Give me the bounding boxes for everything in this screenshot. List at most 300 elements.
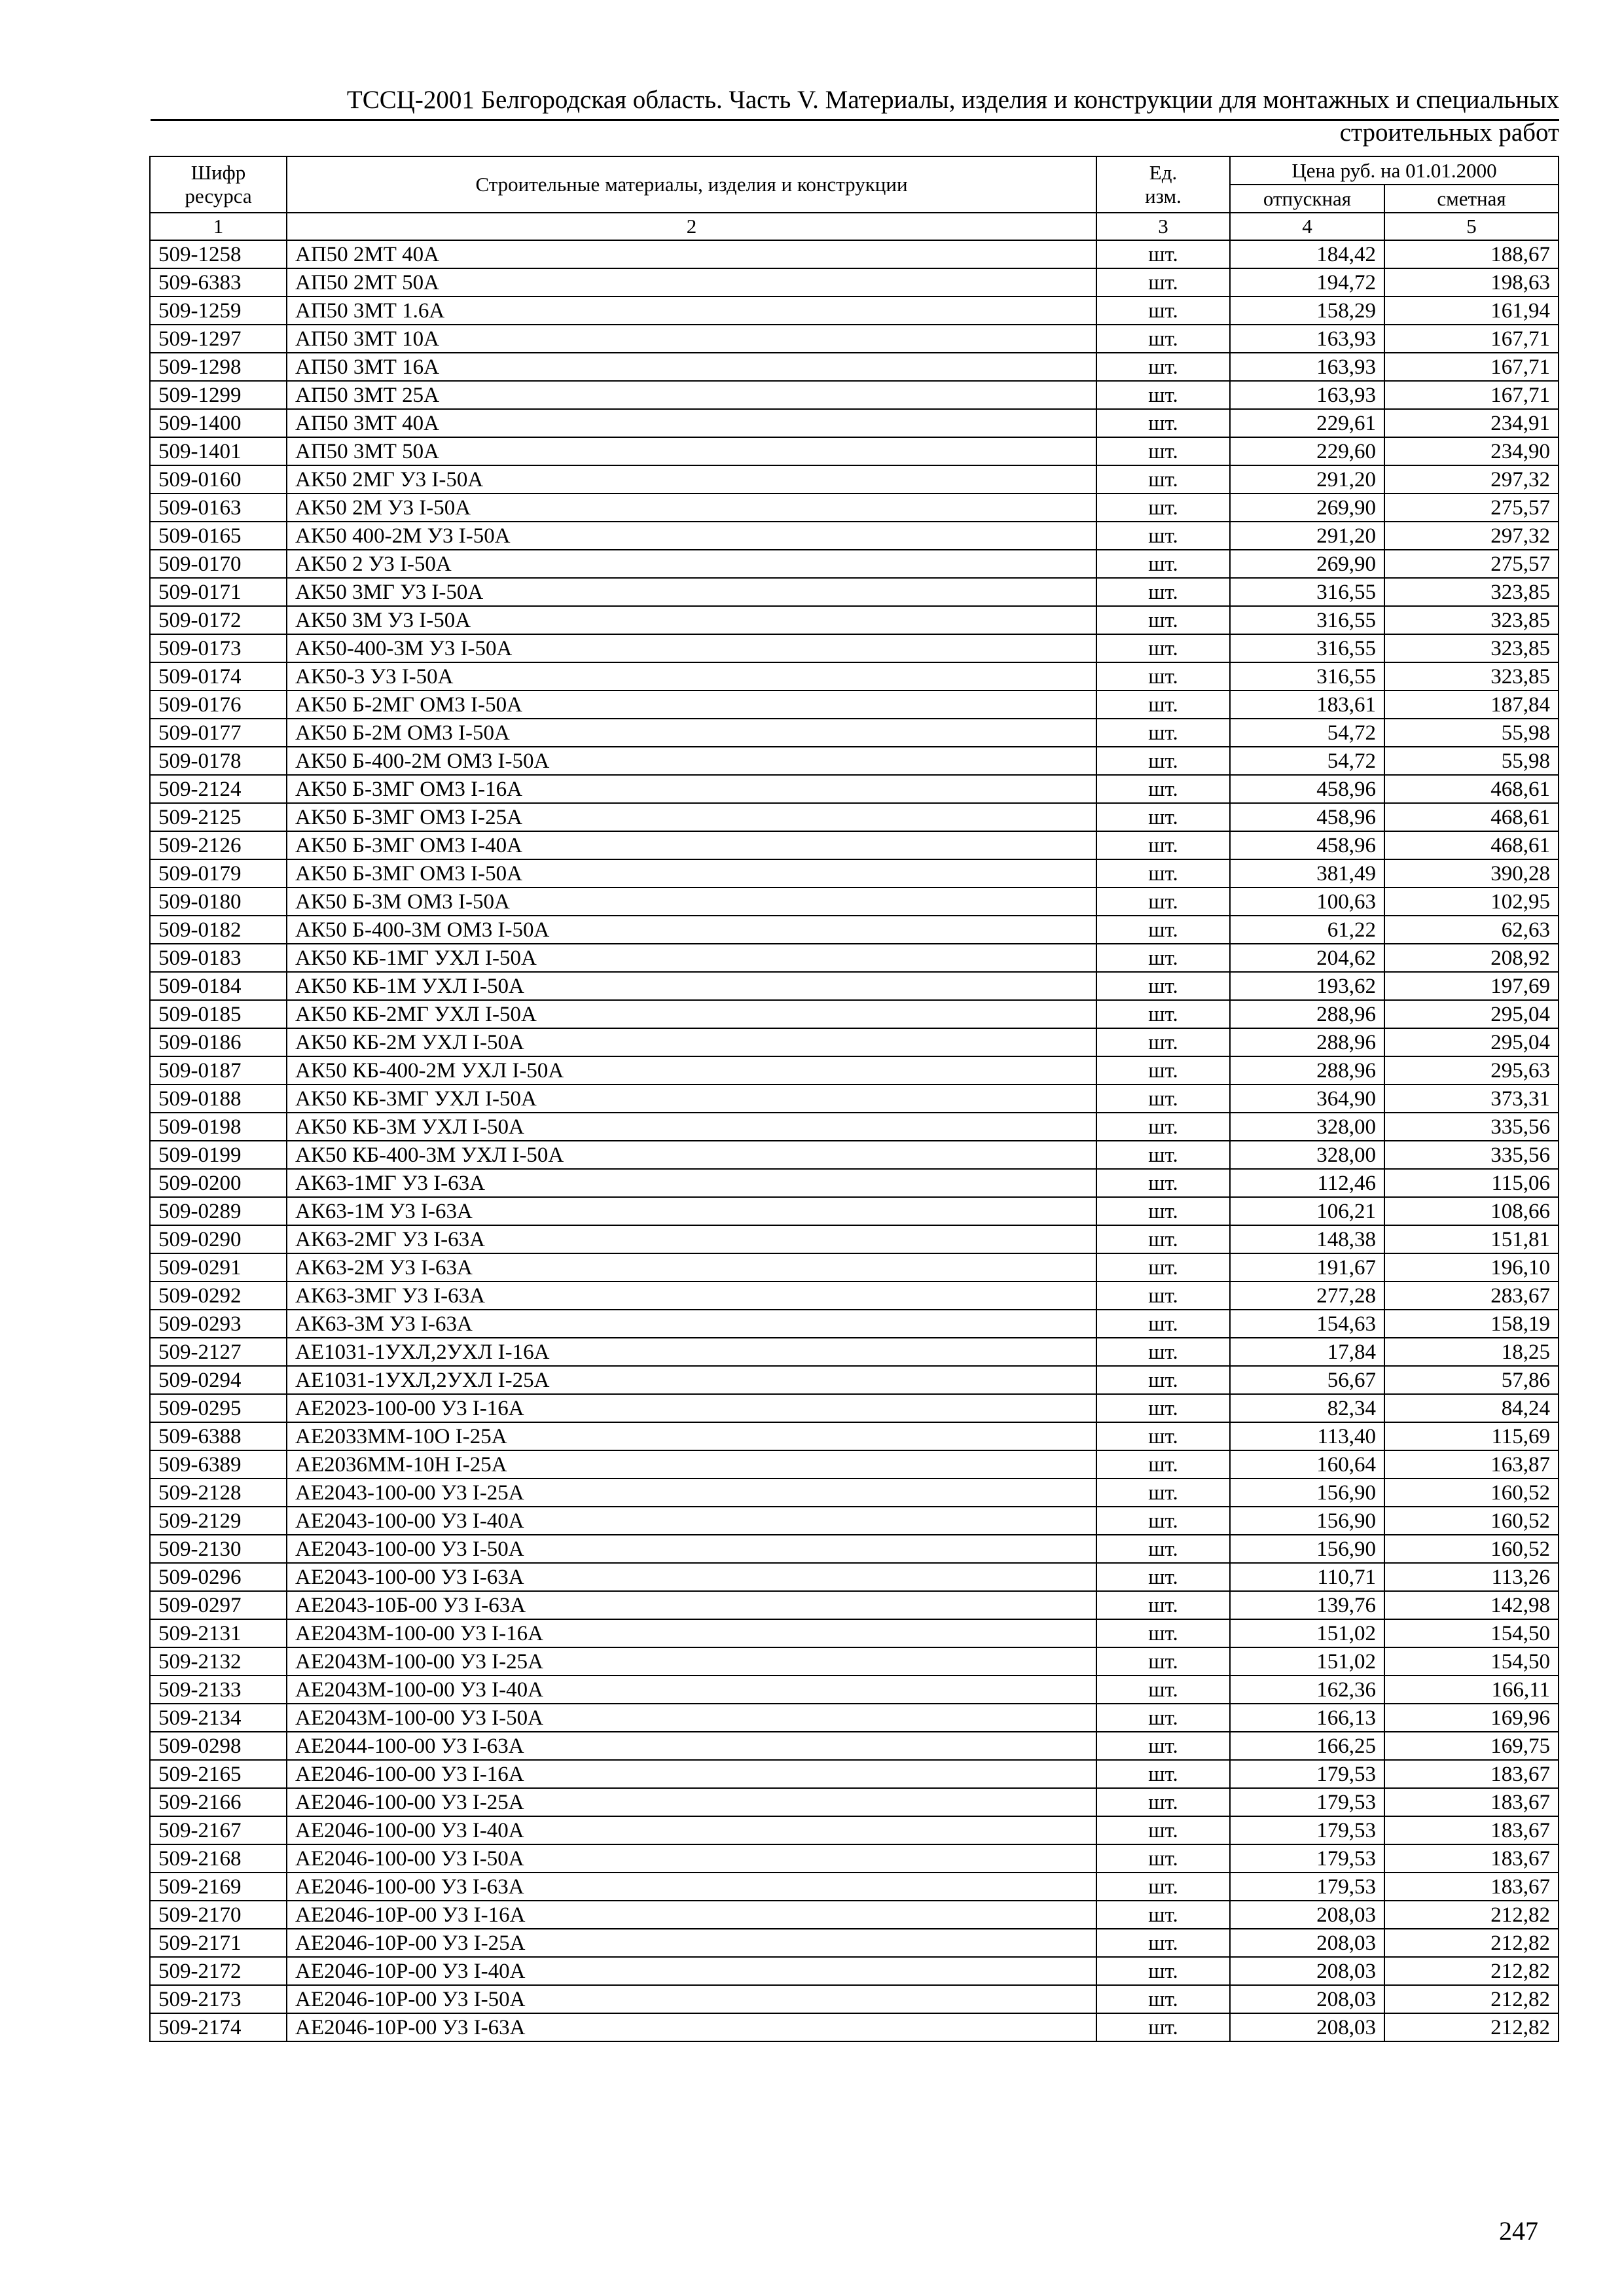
cell-price-release: 158,29 (1230, 296, 1384, 325)
cell-resource-code: 509-0173 (150, 634, 287, 662)
cell-price-estimate: 183,67 (1384, 1816, 1559, 1844)
cell-unit: шт. (1096, 1957, 1230, 1985)
cell-price-estimate: 102,95 (1384, 888, 1559, 916)
col-code-header (150, 156, 287, 213)
cell-material-name: АК63-3МГ У3 I-63А (287, 1282, 1096, 1310)
cell-material-name: АК50 КБ-3МГ УХЛ I-50А (287, 1085, 1096, 1113)
column-index: 5 (1384, 213, 1559, 240)
cell-material-name: АЕ1031-1УХЛ,2УХЛ I-16А (287, 1338, 1096, 1366)
cell-resource-code: 509-0199 (150, 1141, 287, 1169)
cell-price-release: 328,00 (1230, 1113, 1384, 1141)
cell-material-name: АК50 КБ-400-3М УХЛ I-50А (287, 1141, 1096, 1169)
cell-resource-code: 509-2174 (150, 2013, 287, 2041)
cell-price-estimate: 234,90 (1384, 437, 1559, 465)
cell-price-release: 381,49 (1230, 859, 1384, 888)
cell-resource-code: 509-0183 (150, 944, 287, 972)
cell-material-name: АК50 Б-2М ОМ3 I-50А (287, 719, 1096, 747)
table-row (150, 1591, 1559, 1619)
cell-price-release: 56,67 (1230, 1366, 1384, 1394)
cell-resource-code: 509-2134 (150, 1704, 287, 1732)
cell-price-release: 364,90 (1230, 1085, 1384, 1113)
table-header (150, 156, 1559, 213)
cell-unit: шт. (1096, 1535, 1230, 1563)
cell-unit: шт. (1096, 1113, 1230, 1141)
col-price-header: Цена руб. на 01.01.2000 (1230, 156, 1559, 185)
cell-price-release: 163,93 (1230, 325, 1384, 353)
cell-resource-code: 509-2166 (150, 1788, 287, 1816)
cell-unit: шт. (1096, 493, 1230, 522)
cell-material-name: АЕ2043-100-00 У3 I-25А (287, 1479, 1096, 1507)
cell-unit: шт. (1096, 859, 1230, 888)
cell-material-name: АК50 Б-3МГ ОМ3 I-16А (287, 775, 1096, 803)
cell-price-release: 110,71 (1230, 1563, 1384, 1591)
cell-price-release: 154,63 (1230, 1310, 1384, 1338)
cell-resource-code: 509-0188 (150, 1085, 287, 1113)
cell-price-release: 151,02 (1230, 1647, 1384, 1676)
cell-price-release: 328,00 (1230, 1141, 1384, 1169)
cell-material-name: АК50 400-2М У3 I-50А (287, 522, 1096, 550)
table-row (150, 437, 1559, 465)
cell-material-name: АЕ2046-100-00 У3 I-16А (287, 1760, 1096, 1788)
cell-resource-code: 509-0171 (150, 578, 287, 606)
cell-price-release: 288,96 (1230, 1028, 1384, 1056)
table-row (150, 268, 1559, 296)
cell-material-name: АЕ2043-100-00 У3 I-63А (287, 1563, 1096, 1591)
header-title-line1: ТССЦ-2001 Белгородская область. Часть V. Материалы, изделия и конструкции для монтажных и специальных (346, 86, 1559, 114)
table-row (150, 1225, 1559, 1253)
cell-unit: шт. (1096, 268, 1230, 296)
cell-resource-code: 509-6388 (150, 1422, 287, 1450)
cell-material-name: АК63-3М У3 I-63А (287, 1310, 1096, 1338)
cell-resource-code: 509-0291 (150, 1253, 287, 1282)
table-row (150, 1028, 1559, 1056)
cell-unit: шт. (1096, 1901, 1230, 1929)
cell-unit: шт. (1096, 437, 1230, 465)
cell-resource-code: 509-6389 (150, 1450, 287, 1479)
table-row (150, 550, 1559, 578)
cell-price-release: 82,34 (1230, 1394, 1384, 1422)
cell-price-estimate: 18,25 (1384, 1338, 1559, 1366)
cell-price-release: 156,90 (1230, 1507, 1384, 1535)
cell-price-release: 112,46 (1230, 1169, 1384, 1197)
cell-material-name: АК50 Б-400-2М ОМ3 I-50А (287, 747, 1096, 775)
cell-resource-code: 509-2171 (150, 1929, 287, 1957)
table-row (150, 1732, 1559, 1760)
col-unit-label: Ед. изм. (1145, 161, 1182, 207)
table-row (150, 859, 1559, 888)
cell-price-estimate: 142,98 (1384, 1591, 1559, 1619)
cell-unit: шт. (1096, 606, 1230, 634)
table-row (150, 775, 1559, 803)
column-index-row (150, 213, 1559, 240)
cell-unit: шт. (1096, 1450, 1230, 1479)
table-row (150, 1901, 1559, 1929)
cell-price-release: 160,64 (1230, 1450, 1384, 1479)
cell-unit: шт. (1096, 1591, 1230, 1619)
cell-price-release: 54,72 (1230, 747, 1384, 775)
cell-unit: шт. (1096, 747, 1230, 775)
table-row (150, 1563, 1559, 1591)
cell-unit: шт. (1096, 1929, 1230, 1957)
cell-price-estimate: 212,82 (1384, 2013, 1559, 2041)
cell-unit: шт. (1096, 1844, 1230, 1873)
cell-material-name: АЕ2043-100-00 У3 I-50А (287, 1535, 1096, 1563)
cell-resource-code: 509-0179 (150, 859, 287, 888)
cell-resource-code: 509-0296 (150, 1563, 287, 1591)
cell-price-release: 288,96 (1230, 1000, 1384, 1028)
cell-unit: шт. (1096, 1056, 1230, 1085)
table-row (150, 522, 1559, 550)
cell-material-name: АЕ2046-100-00 У3 I-40А (287, 1816, 1096, 1844)
cell-resource-code: 509-0200 (150, 1169, 287, 1197)
cell-resource-code: 509-2173 (150, 1985, 287, 2013)
cell-resource-code: 509-0292 (150, 1282, 287, 1310)
cell-unit: шт. (1096, 1000, 1230, 1028)
cell-resource-code: 509-0293 (150, 1310, 287, 1338)
cell-price-estimate: 158,19 (1384, 1310, 1559, 1338)
cell-resource-code: 509-2131 (150, 1619, 287, 1647)
table-row (150, 747, 1559, 775)
cell-unit: шт. (1096, 775, 1230, 803)
cell-resource-code: 509-0184 (150, 972, 287, 1000)
cell-unit: шт. (1096, 1563, 1230, 1591)
cell-price-estimate: 169,96 (1384, 1704, 1559, 1732)
cell-resource-code: 509-1258 (150, 240, 287, 268)
cell-price-release: 204,62 (1230, 944, 1384, 972)
table-row (150, 1844, 1559, 1873)
table-row (150, 1929, 1559, 1957)
cell-resource-code: 509-0177 (150, 719, 287, 747)
cell-resource-code: 509-0172 (150, 606, 287, 634)
cell-unit: шт. (1096, 1676, 1230, 1704)
cell-material-name: АЕ2046-10Р-00 У3 I-16А (287, 1901, 1096, 1929)
cell-price-release: 269,90 (1230, 550, 1384, 578)
cell-unit: шт. (1096, 353, 1230, 381)
cell-price-estimate: 115,69 (1384, 1422, 1559, 1450)
cell-unit: шт. (1096, 1085, 1230, 1113)
cell-resource-code: 509-0176 (150, 691, 287, 719)
cell-unit: шт. (1096, 831, 1230, 859)
cell-unit: шт. (1096, 325, 1230, 353)
table-row (150, 1197, 1559, 1225)
cell-price-release: 208,03 (1230, 1901, 1384, 1929)
table-row (150, 944, 1559, 972)
cell-price-release: 316,55 (1230, 578, 1384, 606)
cell-price-estimate: 390,28 (1384, 859, 1559, 888)
cell-price-release: 179,53 (1230, 1844, 1384, 1873)
table-row (150, 1619, 1559, 1647)
table-row (150, 691, 1559, 719)
cell-material-name: АК63-1М У3 I-63А (287, 1197, 1096, 1225)
table-row (150, 1366, 1559, 1394)
cell-material-name: АК50 КБ-2М УХЛ I-50А (287, 1028, 1096, 1056)
cell-resource-code: 509-1400 (150, 409, 287, 437)
cell-material-name: АК63-2МГ У3 I-63А (287, 1225, 1096, 1253)
table-row (150, 916, 1559, 944)
cell-price-estimate: 84,24 (1384, 1394, 1559, 1422)
table-row (150, 1310, 1559, 1338)
cell-price-estimate: 160,52 (1384, 1507, 1559, 1535)
column-index: 1 (150, 213, 287, 240)
table-row (150, 1450, 1559, 1479)
cell-price-estimate: 167,71 (1384, 353, 1559, 381)
cell-resource-code: 509-2126 (150, 831, 287, 859)
cell-resource-code: 509-2172 (150, 1957, 287, 1985)
cell-unit: шт. (1096, 1507, 1230, 1535)
cell-resource-code: 509-1259 (150, 296, 287, 325)
cell-unit: шт. (1096, 1282, 1230, 1310)
cell-price-estimate: 167,71 (1384, 381, 1559, 409)
cell-material-name: АЕ2043М-100-00 У3 I-40А (287, 1676, 1096, 1704)
cell-price-release: 179,53 (1230, 1816, 1384, 1844)
cell-price-estimate: 335,56 (1384, 1141, 1559, 1169)
cell-price-estimate: 55,98 (1384, 747, 1559, 775)
page-header (151, 84, 1559, 149)
cell-resource-code: 509-2125 (150, 803, 287, 831)
table-row (150, 1676, 1559, 1704)
cell-unit: шт. (1096, 803, 1230, 831)
cell-price-estimate: 295,04 (1384, 1028, 1559, 1056)
col-estimate-header: сметная (1384, 185, 1559, 213)
cell-resource-code: 509-1297 (150, 325, 287, 353)
table-row (150, 606, 1559, 634)
cell-price-release: 184,42 (1230, 240, 1384, 268)
cell-resource-code: 509-1299 (150, 381, 287, 409)
cell-price-estimate: 187,84 (1384, 691, 1559, 719)
cell-resource-code: 509-2133 (150, 1676, 287, 1704)
cell-price-estimate: 295,63 (1384, 1056, 1559, 1085)
cell-price-estimate: 212,82 (1384, 1929, 1559, 1957)
cell-resource-code: 509-2169 (150, 1873, 287, 1901)
cell-material-name: АЕ2044-100-00 У3 I-63А (287, 1732, 1096, 1760)
cell-price-release: 166,13 (1230, 1704, 1384, 1732)
cell-price-estimate: 212,82 (1384, 1957, 1559, 1985)
resource-price-table (149, 156, 1559, 2042)
cell-unit: шт. (1096, 888, 1230, 916)
column-index: 4 (1230, 213, 1384, 240)
table-row (150, 1647, 1559, 1676)
table-row (150, 353, 1559, 381)
cell-unit: шт. (1096, 381, 1230, 409)
cell-unit: шт. (1096, 1704, 1230, 1732)
column-index: 2 (287, 213, 1096, 240)
cell-price-estimate: 468,61 (1384, 775, 1559, 803)
cell-material-name: АК50-400-3М У3 I-50А (287, 634, 1096, 662)
cell-unit: шт. (1096, 944, 1230, 972)
cell-price-release: 277,28 (1230, 1282, 1384, 1310)
cell-unit: шт. (1096, 1141, 1230, 1169)
cell-price-release: 229,60 (1230, 437, 1384, 465)
cell-price-estimate: 208,92 (1384, 944, 1559, 972)
table-row (150, 1957, 1559, 1985)
cell-material-name: АЕ2046-10Р-00 У3 I-40А (287, 1957, 1096, 1985)
table-row (150, 1000, 1559, 1028)
cell-price-estimate: 62,63 (1384, 916, 1559, 944)
cell-price-estimate: 323,85 (1384, 578, 1559, 606)
cell-price-estimate: 55,98 (1384, 719, 1559, 747)
cell-material-name: АЕ2043М-100-00 У3 I-16А (287, 1619, 1096, 1647)
cell-price-release: 61,22 (1230, 916, 1384, 944)
cell-resource-code: 509-0298 (150, 1732, 287, 1760)
cell-resource-code: 509-0165 (150, 522, 287, 550)
table-row (150, 972, 1559, 1000)
cell-material-name: АЕ2043-10Б-00 У3 I-63А (287, 1591, 1096, 1619)
table-row (150, 1282, 1559, 1310)
cell-price-release: 179,53 (1230, 1788, 1384, 1816)
cell-resource-code: 509-0294 (150, 1366, 287, 1394)
cell-material-name: АК50 КБ-1МГ УХЛ I-50А (287, 944, 1096, 972)
cell-price-release: 458,96 (1230, 831, 1384, 859)
col-code-label: Шифр ресурса (185, 161, 252, 207)
cell-unit: шт. (1096, 1732, 1230, 1760)
cell-resource-code: 509-0160 (150, 465, 287, 493)
table-row (150, 325, 1559, 353)
cell-price-estimate: 234,91 (1384, 409, 1559, 437)
cell-material-name: АП50 2МТ 40А (287, 240, 1096, 268)
cell-unit: шт. (1096, 296, 1230, 325)
cell-price-estimate: 154,50 (1384, 1647, 1559, 1676)
cell-unit: шт. (1096, 1873, 1230, 1901)
cell-unit: шт. (1096, 691, 1230, 719)
cell-material-name: АК50 КБ-400-2М УХЛ I-50А (287, 1056, 1096, 1085)
cell-material-name: АК63-2М У3 I-63А (287, 1253, 1096, 1282)
cell-material-name: АЕ2043М-100-00 У3 I-25А (287, 1647, 1096, 1676)
table-row (150, 409, 1559, 437)
cell-price-release: 316,55 (1230, 662, 1384, 691)
cell-material-name: АК50 2М У3 I-50А (287, 493, 1096, 522)
cell-material-name: АЕ2033ММ-10О I-25А (287, 1422, 1096, 1450)
cell-resource-code: 509-0297 (150, 1591, 287, 1619)
cell-material-name: АК50 Б-3МГ ОМ3 I-25А (287, 803, 1096, 831)
cell-material-name: АК50 2 У3 I-50А (287, 550, 1096, 578)
cell-price-release: 156,90 (1230, 1535, 1384, 1563)
cell-material-name: АЕ2046-10Р-00 У3 I-25А (287, 1929, 1096, 1957)
cell-price-release: 183,61 (1230, 691, 1384, 719)
table-row (150, 1873, 1559, 1901)
cell-resource-code: 509-0182 (150, 916, 287, 944)
table-row (150, 1816, 1559, 1844)
cell-price-estimate: 297,32 (1384, 522, 1559, 550)
cell-material-name: АЕ2043М-100-00 У3 I-50А (287, 1704, 1096, 1732)
cell-resource-code: 509-1298 (150, 353, 287, 381)
cell-resource-code: 509-0180 (150, 888, 287, 916)
cell-price-release: 229,61 (1230, 409, 1384, 437)
cell-unit: шт. (1096, 522, 1230, 550)
cell-price-estimate: 275,57 (1384, 493, 1559, 522)
cell-price-estimate: 169,75 (1384, 1732, 1559, 1760)
table-body (150, 213, 1559, 2041)
col-unit-header (1096, 156, 1230, 213)
col-name-header: Строительные материалы, изделия и конструкции (287, 156, 1096, 213)
cell-material-name: АЕ2023-100-00 У3 I-16А (287, 1394, 1096, 1422)
cell-material-name: АК50 КБ-1М УХЛ I-50А (287, 972, 1096, 1000)
cell-price-estimate: 323,85 (1384, 662, 1559, 691)
cell-material-name: АП50 3МТ 1.6А (287, 296, 1096, 325)
cell-material-name: АЕ2036ММ-10Н I-25А (287, 1450, 1096, 1479)
cell-price-release: 208,03 (1230, 1985, 1384, 2013)
cell-unit: шт. (1096, 1479, 1230, 1507)
cell-unit: шт. (1096, 1619, 1230, 1647)
cell-price-release: 106,21 (1230, 1197, 1384, 1225)
column-index: 3 (1096, 213, 1230, 240)
cell-price-estimate: 161,94 (1384, 296, 1559, 325)
cell-price-estimate: 115,06 (1384, 1169, 1559, 1197)
cell-price-release: 208,03 (1230, 2013, 1384, 2041)
table-row (150, 1394, 1559, 1422)
cell-material-name: АП50 2МТ 50А (287, 268, 1096, 296)
cell-material-name: АК50 3М У3 I-50А (287, 606, 1096, 634)
cell-resource-code: 509-2128 (150, 1479, 287, 1507)
cell-resource-code: 509-0187 (150, 1056, 287, 1085)
cell-price-estimate: 183,67 (1384, 1844, 1559, 1873)
cell-price-estimate: 212,82 (1384, 1901, 1559, 1929)
cell-price-release: 151,02 (1230, 1619, 1384, 1647)
cell-unit: шт. (1096, 1028, 1230, 1056)
table-row (150, 1760, 1559, 1788)
cell-material-name: АК50 Б-3МГ ОМ3 I-40А (287, 831, 1096, 859)
cell-price-release: 17,84 (1230, 1338, 1384, 1366)
header-rule (151, 119, 1559, 121)
table-row (150, 1535, 1559, 1563)
table-row (150, 296, 1559, 325)
cell-price-estimate: 183,67 (1384, 1760, 1559, 1788)
cell-price-estimate: 335,56 (1384, 1113, 1559, 1141)
table-row (150, 1479, 1559, 1507)
cell-material-name: АЕ2043-100-00 У3 I-40А (287, 1507, 1096, 1535)
cell-unit: шт. (1096, 662, 1230, 691)
cell-material-name: АК50 Б-3М ОМ3 I-50А (287, 888, 1096, 916)
cell-resource-code: 509-2167 (150, 1816, 287, 1844)
cell-resource-code: 509-0178 (150, 747, 287, 775)
cell-resource-code: 509-1401 (150, 437, 287, 465)
cell-unit: шт. (1096, 916, 1230, 944)
cell-unit: шт. (1096, 1338, 1230, 1366)
cell-price-estimate: 167,71 (1384, 325, 1559, 353)
cell-unit: шт. (1096, 1760, 1230, 1788)
cell-material-name: АП50 3МТ 50А (287, 437, 1096, 465)
table-row (150, 1169, 1559, 1197)
cell-resource-code: 509-2129 (150, 1507, 287, 1535)
cell-unit: шт. (1096, 1253, 1230, 1282)
col-release-header: отпускная (1230, 185, 1384, 213)
cell-resource-code: 509-0185 (150, 1000, 287, 1028)
cell-price-release: 179,53 (1230, 1760, 1384, 1788)
table-row (150, 2013, 1559, 2041)
cell-unit: шт. (1096, 465, 1230, 493)
cell-price-estimate: 183,67 (1384, 1873, 1559, 1901)
cell-price-release: 316,55 (1230, 606, 1384, 634)
cell-price-release: 208,03 (1230, 1929, 1384, 1957)
cell-material-name: АК50 Б-2МГ ОМ3 I-50А (287, 691, 1096, 719)
cell-price-estimate: 166,11 (1384, 1676, 1559, 1704)
cell-unit: шт. (1096, 1310, 1230, 1338)
cell-price-release: 458,96 (1230, 775, 1384, 803)
cell-resource-code: 509-2127 (150, 1338, 287, 1366)
cell-price-release: 113,40 (1230, 1422, 1384, 1450)
cell-resource-code: 509-0170 (150, 550, 287, 578)
cell-material-name: АК50-3 У3 I-50А (287, 662, 1096, 691)
cell-material-name: АЕ2046-10Р-00 У3 I-50А (287, 1985, 1096, 2013)
cell-resource-code: 509-0295 (150, 1394, 287, 1422)
cell-material-name: АП50 3МТ 40А (287, 409, 1096, 437)
cell-unit: шт. (1096, 1647, 1230, 1676)
cell-price-release: 458,96 (1230, 803, 1384, 831)
cell-price-release: 288,96 (1230, 1056, 1384, 1085)
cell-unit: шт. (1096, 1985, 1230, 2013)
cell-material-name: АК63-1МГ У3 I-63А (287, 1169, 1096, 1197)
table-row (150, 1507, 1559, 1535)
cell-price-estimate: 183,67 (1384, 1788, 1559, 1816)
